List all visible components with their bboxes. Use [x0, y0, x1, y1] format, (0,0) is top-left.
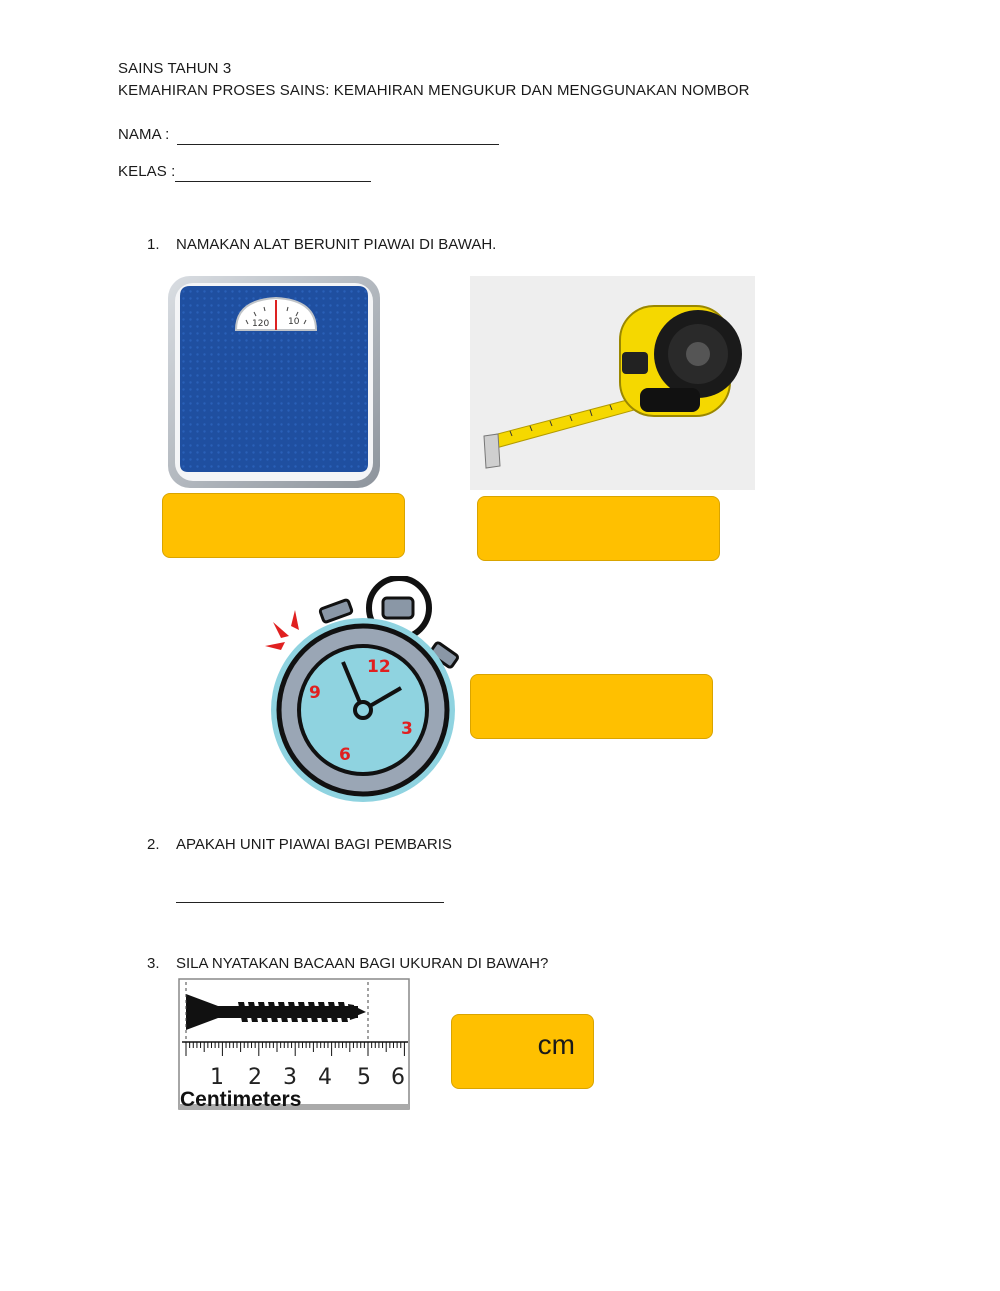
ruler-screw-image	[178, 978, 412, 1112]
kelas-input-line[interactable]	[175, 181, 371, 182]
question-2-number: 2.	[147, 836, 160, 853]
stopwatch-number-12: 12	[367, 657, 391, 677]
question-1-number: 1.	[147, 236, 160, 253]
worksheet-topic: KEMAHIRAN PROSES SAINS: KEMAHIRAN MENGUKUR DAN MENGGUNAKAN NOMBOR	[118, 82, 750, 99]
answer-unit-cm: cm	[537, 1029, 575, 1060]
question-3-text: SILA NYATAKAN BACAAN BAGI UKURAN DI BAWAH?	[176, 955, 549, 972]
answer-box-ruler-reading[interactable]	[451, 1014, 594, 1089]
ruler-number-5: 5	[357, 1065, 371, 1090]
stopwatch-image	[259, 576, 469, 804]
ruler-number-3: 3	[283, 1065, 297, 1090]
stopwatch-number-6: 6	[339, 745, 351, 765]
question-1-text: NAMAKAN ALAT BERUNIT PIAWAI DI BAWAH.	[176, 236, 497, 253]
scale-dial-label-120: 120	[252, 319, 270, 329]
question-2-text: APAKAH UNIT PIAWAI BAGI PEMBARIS	[176, 836, 452, 853]
worksheet-subject: SAINS TAHUN 3	[118, 60, 232, 77]
ruler-unit-label: Centimeters	[180, 1088, 302, 1111]
answer-box-tape[interactable]	[477, 496, 720, 561]
question-3	[147, 955, 548, 972]
nama-input-line[interactable]	[177, 144, 499, 145]
question-1	[147, 236, 496, 253]
stopwatch-number-9: 9	[309, 683, 321, 703]
kelas-label: KELAS :	[118, 163, 176, 180]
measuring-tape-image	[470, 276, 755, 490]
weighing-scale-image	[166, 274, 382, 490]
ruler-number-6: 6	[391, 1065, 405, 1090]
ruler-number-4: 4	[318, 1065, 332, 1090]
answer-box-stopwatch[interactable]	[470, 674, 713, 739]
stopwatch-number-3: 3	[401, 719, 413, 739]
nama-label: NAMA :	[118, 126, 170, 143]
answer-box-scale[interactable]	[162, 493, 405, 558]
question-2-answer-line[interactable]	[176, 902, 444, 903]
scale-dial-label-10: 10	[288, 317, 300, 327]
question-2	[147, 836, 452, 853]
ruler-number-2: 2	[248, 1065, 262, 1090]
ruler-number-1: 1	[210, 1065, 224, 1090]
question-3-number: 3.	[147, 955, 160, 972]
